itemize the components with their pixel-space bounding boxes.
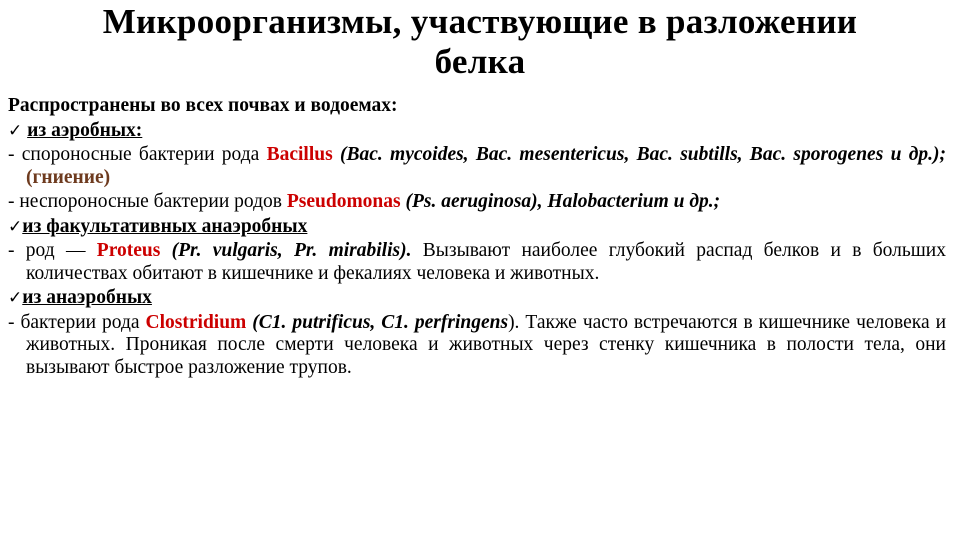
checkmark-icon: ✓ [8,120,23,141]
item-description: Также часто встречаются в кишечнике человека и животных. Проникая после смерти человека и животных через стенку кишечника в полости тела, они вызывают быстрое разложение трупов. [26,311,947,378]
slide-body [8,95,946,381]
genus-proteus: Proteus [96,240,161,261]
title-line-1: Микроорганизмы, участвующие в разложении [102,2,858,41]
facultative-header-label: из факультативных анаэробных [22,215,308,237]
checkmark-icon: ✓ [8,216,23,237]
intro-text: Распространены во всех почвах и водоемах: [8,95,398,116]
anaerobic-item-clostridium [8,312,946,380]
aerobic-item-pseudomonas [8,191,946,214]
item-prefix: - бактерии рода [8,311,146,333]
item-prefix: - род — [8,240,97,261]
item-prefix: - неспороносные бактерии родов [8,191,287,212]
process-label: (гниение) [26,166,111,188]
aerobic-item-bacillus [8,144,946,189]
genus-bacillus: Bacillus [266,144,333,165]
slide-title [0,2,960,82]
title-line-2: белка [434,42,526,81]
facultative-item-proteus [8,240,946,285]
anaerobic-header-label: из анаэробных [22,287,152,308]
aerobic-header-label: из аэробных: [27,119,143,141]
item-prefix: - спороносные бактерии рода [8,144,267,165]
genus-clostridium: Clostridium [145,311,247,333]
aerobic-header [8,120,946,143]
anaerobic-header [8,287,946,310]
facultative-header [8,216,946,239]
species-list: (Bac. mycoides, Bac. mesentericus, Bac. subtills, Bac. sporogenes и др.); [332,144,946,165]
paren-close: ). [508,311,520,333]
item-description: Вызывают наиболее глубокий распад белков и в больших количествах обитают в кишечнике и фекалиях человека и животных. [26,240,946,284]
species-list: (Pr. vulgaris, Pr. mirabilis). [160,240,412,261]
species-list: (Ps. aeruginosa), Halobacterium и др.; [400,191,721,212]
species-list: (C1. putrificus, C1. perfringens [246,311,509,333]
checkmark-icon: ✓ [8,288,23,308]
genus-pseudomonas: Pseudomonas [286,191,401,212]
